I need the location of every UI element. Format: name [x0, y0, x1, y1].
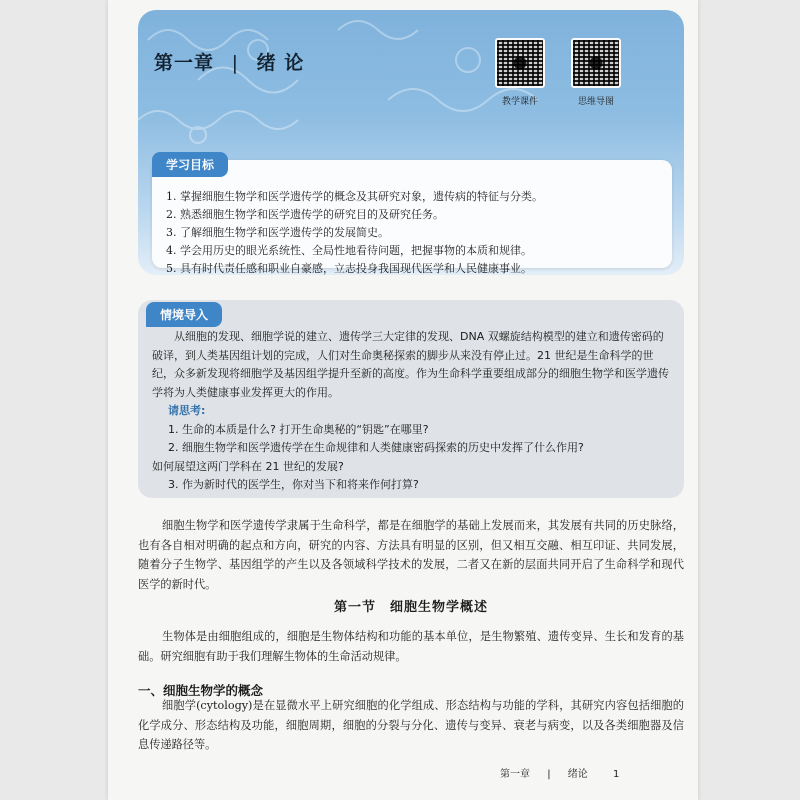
learning-goals-tag: 学习目标	[152, 152, 228, 177]
page-number: 1	[612, 769, 620, 780]
mindmap-qr[interactable]	[566, 38, 626, 107]
chapter-title	[154, 48, 304, 75]
list-item: 2. 熟悉细胞生物学和医学遗传学的研究目的及研究任务。	[166, 208, 444, 221]
mindmap-qr-label: 思维导图	[577, 97, 614, 107]
footer-name: 绪论	[567, 769, 588, 780]
textbook-page	[108, 0, 698, 800]
scenario-box	[138, 300, 684, 498]
question-item: 如何展望这两门学科在 21 世纪的发展?	[152, 459, 344, 473]
qr-code-icon[interactable]	[571, 38, 621, 88]
think-title: 请思考:	[168, 404, 206, 417]
body-paragraph: 细胞生物学和医学遗传学隶属于生命科学，都是在细胞学的基础上发展而来，其发展有共同的历史脉络，也有各自相对明确的起点和方向，研究的内容、方法具有明显的区别，但又相互交融、相互印证、共同发展，随着分子生物学、基因组学的产生以及各领域科学技术的发展，二者又在新的层面共同开启了生命科学和现代医学的新时代。	[138, 519, 684, 591]
qr-code-icon[interactable]	[495, 38, 545, 88]
chapter-banner	[138, 10, 684, 275]
body-paragraph: 生物体是由细胞组成的，细胞是生物体结构和功能的基本单位，是生物繁殖、遗传变异、生长和发育的基础。研究细胞有助于我们理解生物体的生命活动规律。	[138, 630, 684, 663]
body-paragraph: 细胞学(cytology)是在显微水平上研究细胞的化学组成、形态结构与功能的学科，其研究内容包括细胞的化学成分、形态结构及功能，细胞周期，细胞的分裂与分化、遗传与变异、衰老与病变，以及各类细胞器及信息传递路径等。	[138, 699, 684, 751]
learning-goals-list	[166, 188, 666, 275]
footer-chapter: 第一章	[500, 769, 530, 780]
subsection-title: 一、细胞生物学的概念	[138, 683, 264, 698]
chapter-name: 绪 论	[256, 52, 305, 74]
scenario-text	[152, 328, 672, 495]
courseware-qr[interactable]	[490, 38, 550, 107]
question-item: 2. 细胞生物学和医学遗传学在生命规律和人类健康密码探索的历史中发挥了什么作用?	[168, 441, 584, 454]
list-item: 5. 具有时代责任感和职业自豪感，立志投身我国现代医学和人民健康事业。	[166, 262, 532, 275]
learning-goals-card	[152, 158, 672, 275]
section-title: 第一节 细胞生物学概述	[333, 600, 488, 615]
courseware-qr-label: 教学课件	[501, 97, 538, 107]
scenario-tag: 情境导入	[146, 302, 222, 327]
scenario-intro: 从细胞的发现、细胞学说的建立、遗传学三大定律的发现、DNA 双螺旋结构模型的建立和遗传密码的破译，到人类基因组计划的完成，人们对生命奥秘探索的脚步从来没有停止过。21 世纪是生命科学的世纪，众多新发现将细胞学及基因组学提升至新的高度。作为生命科学重要组成部分的细胞生物学和医学遗传学将为人类健康事业发挥更大的作用。	[152, 330, 669, 399]
list-item: 3. 了解细胞生物学和医学遗传学的发展简史。	[166, 226, 389, 239]
list-item: 4. 学会用历史的眼光系统性、全局性地看待问题，把握事物的本质和规律。	[166, 244, 532, 257]
list-item: 1. 掌握细胞生物学和医学遗传学的概念及其研究对象，遗传病的特征与分类。	[166, 190, 543, 203]
chapter-separator: |	[231, 52, 240, 74]
page-footer	[500, 765, 619, 780]
footer-separator: |	[547, 769, 551, 780]
question-item: 1. 生命的本质是什么? 打开生命奥秘的“钥匙”在哪里?	[168, 422, 429, 436]
chapter-number: 第一章	[154, 52, 215, 74]
question-item: 3. 作为新时代的医学生，你对当下和将来作何打算?	[168, 478, 419, 491]
